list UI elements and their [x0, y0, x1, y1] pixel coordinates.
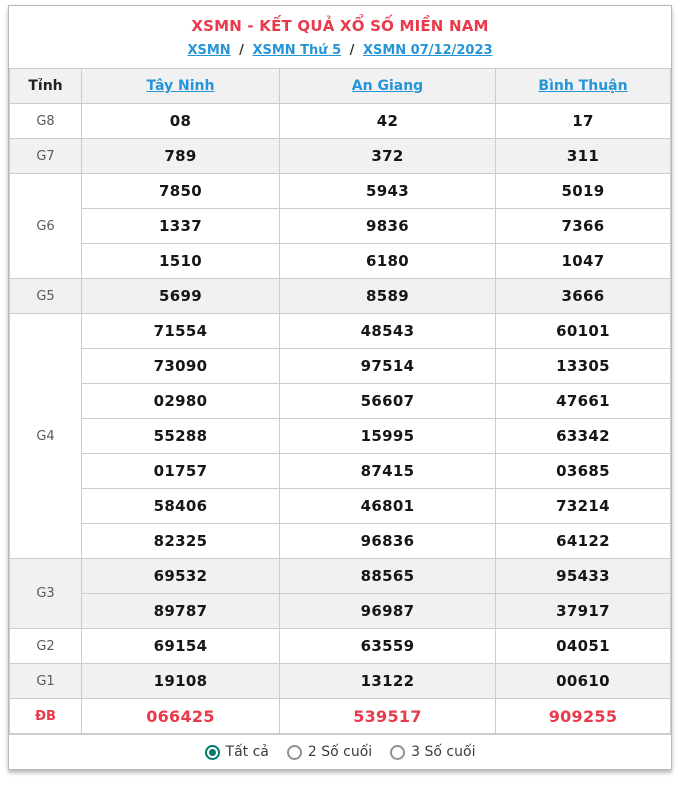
- result-cell: 63559: [280, 629, 496, 664]
- result-cell: 63342: [496, 419, 671, 454]
- radio-label: 2 Số cuối: [307, 744, 373, 760]
- result-cell: 13305: [496, 349, 671, 384]
- result-cell: 7850: [82, 174, 280, 209]
- results-table: [9, 68, 671, 734]
- result-cell: 60101: [496, 314, 671, 349]
- result-cell: 69154: [82, 629, 280, 664]
- table-row-g6: [10, 209, 671, 244]
- table-row-g8: [10, 104, 671, 139]
- display-mode-radio-group: [9, 734, 671, 769]
- radio-icon[interactable]: [205, 745, 220, 760]
- result-cell: 5943: [280, 174, 496, 209]
- result-cell: 64122: [496, 524, 671, 559]
- table-row-g4: [10, 384, 671, 419]
- radio-icon[interactable]: [390, 745, 405, 760]
- table-row-g6: [10, 174, 671, 209]
- result-cell: 5699: [82, 279, 280, 314]
- result-cell: 03685: [496, 454, 671, 489]
- result-cell: 9836: [280, 209, 496, 244]
- breadcrumb: [9, 37, 671, 68]
- result-cell: 372: [280, 139, 496, 174]
- prize-label: G6: [10, 174, 82, 279]
- province-link-tay-ninh[interactable]: Tây Ninh: [82, 69, 280, 104]
- table-row-g2: [10, 629, 671, 664]
- table-row-g4: [10, 489, 671, 524]
- result-cell: 1047: [496, 244, 671, 279]
- radio-label: Tất cả: [225, 744, 269, 760]
- result-cell: 56607: [280, 384, 496, 419]
- result-cell: 02980: [82, 384, 280, 419]
- table-row-g6: [10, 244, 671, 279]
- result-cell: 58406: [82, 489, 280, 524]
- prize-label: ĐB: [10, 699, 82, 734]
- result-cell-jackpot: 539517: [280, 699, 496, 734]
- result-cell: 1510: [82, 244, 280, 279]
- prize-label: G8: [10, 104, 82, 139]
- result-cell: 17: [496, 104, 671, 139]
- breadcrumb-separator: /: [349, 43, 355, 58]
- result-cell: 55288: [82, 419, 280, 454]
- prize-label: G4: [10, 314, 82, 559]
- result-cell: 73214: [496, 489, 671, 524]
- result-cell: 71554: [82, 314, 280, 349]
- table-row-g7: [10, 139, 671, 174]
- prize-label: G1: [10, 664, 82, 699]
- table-row-g3: [10, 559, 671, 594]
- radio-option-last-3-digits[interactable]: [390, 744, 475, 760]
- province-link-binh-thuan[interactable]: Bình Thuận: [496, 69, 671, 104]
- result-cell: 00610: [496, 664, 671, 699]
- result-cell: 95433: [496, 559, 671, 594]
- result-cell: 47661: [496, 384, 671, 419]
- result-cell: 1337: [82, 209, 280, 244]
- result-cell: 37917: [496, 594, 671, 629]
- result-cell: 89787: [82, 594, 280, 629]
- result-cell: 46801: [280, 489, 496, 524]
- radio-icon[interactable]: [287, 745, 302, 760]
- province-column-header: Tỉnh: [10, 69, 82, 104]
- result-cell: 13122: [280, 664, 496, 699]
- result-cell: 311: [496, 139, 671, 174]
- result-cell: 3666: [496, 279, 671, 314]
- prize-label: G5: [10, 279, 82, 314]
- result-cell: 8589: [280, 279, 496, 314]
- radio-label: 3 Số cuối: [411, 744, 476, 760]
- result-cell: 01757: [82, 454, 280, 489]
- result-cell: 73090: [82, 349, 280, 384]
- prize-label: G2: [10, 629, 82, 664]
- table-row-g4: [10, 524, 671, 559]
- result-cell: 87415: [280, 454, 496, 489]
- result-cell: 82325: [82, 524, 280, 559]
- result-cell: 88565: [280, 559, 496, 594]
- lottery-results-card: [8, 5, 672, 770]
- radio-option-last-2-digits[interactable]: [287, 744, 372, 760]
- result-cell: 96836: [280, 524, 496, 559]
- prize-label: G7: [10, 139, 82, 174]
- result-cell: 48543: [280, 314, 496, 349]
- table-header-row: [10, 69, 671, 104]
- result-cell: 6180: [280, 244, 496, 279]
- breadcrumb-link-xsmn[interactable]: XSMN: [187, 43, 231, 58]
- radio-option-all[interactable]: [205, 744, 269, 760]
- table-row-g4: [10, 454, 671, 489]
- breadcrumb-link-date[interactable]: XSMN 07/12/2023: [362, 43, 493, 58]
- breadcrumb-link-weekday[interactable]: XSMN Thứ 5: [252, 43, 342, 58]
- table-row-g3: [10, 594, 671, 629]
- result-cell: 19108: [82, 664, 280, 699]
- table-row-db: [10, 699, 671, 734]
- result-cell: 5019: [496, 174, 671, 209]
- breadcrumb-separator: /: [239, 43, 244, 58]
- table-row-g1: [10, 664, 671, 699]
- result-cell-jackpot: 909255: [496, 699, 671, 734]
- table-row-g5: [10, 279, 671, 314]
- page-title: XSMN - KẾT QUẢ XỔ SỐ MIỀN NAM: [191, 17, 489, 35]
- card-header: [9, 6, 671, 68]
- result-cell-jackpot: 066425: [82, 699, 280, 734]
- result-cell: 15995: [280, 419, 496, 454]
- table-row-g4: [10, 419, 671, 454]
- result-cell: 96987: [280, 594, 496, 629]
- result-cell: 08: [82, 104, 280, 139]
- result-cell: 42: [280, 104, 496, 139]
- result-cell: 97514: [280, 349, 496, 384]
- result-cell: 7366: [496, 209, 671, 244]
- result-cell: 69532: [82, 559, 280, 594]
- result-cell: 04051: [496, 629, 671, 664]
- table-row-g4: [10, 349, 671, 384]
- table-row-g4: [10, 314, 671, 349]
- result-cell: 789: [82, 139, 280, 174]
- prize-label: G3: [10, 559, 82, 629]
- province-link-an-giang[interactable]: An Giang: [280, 69, 496, 104]
